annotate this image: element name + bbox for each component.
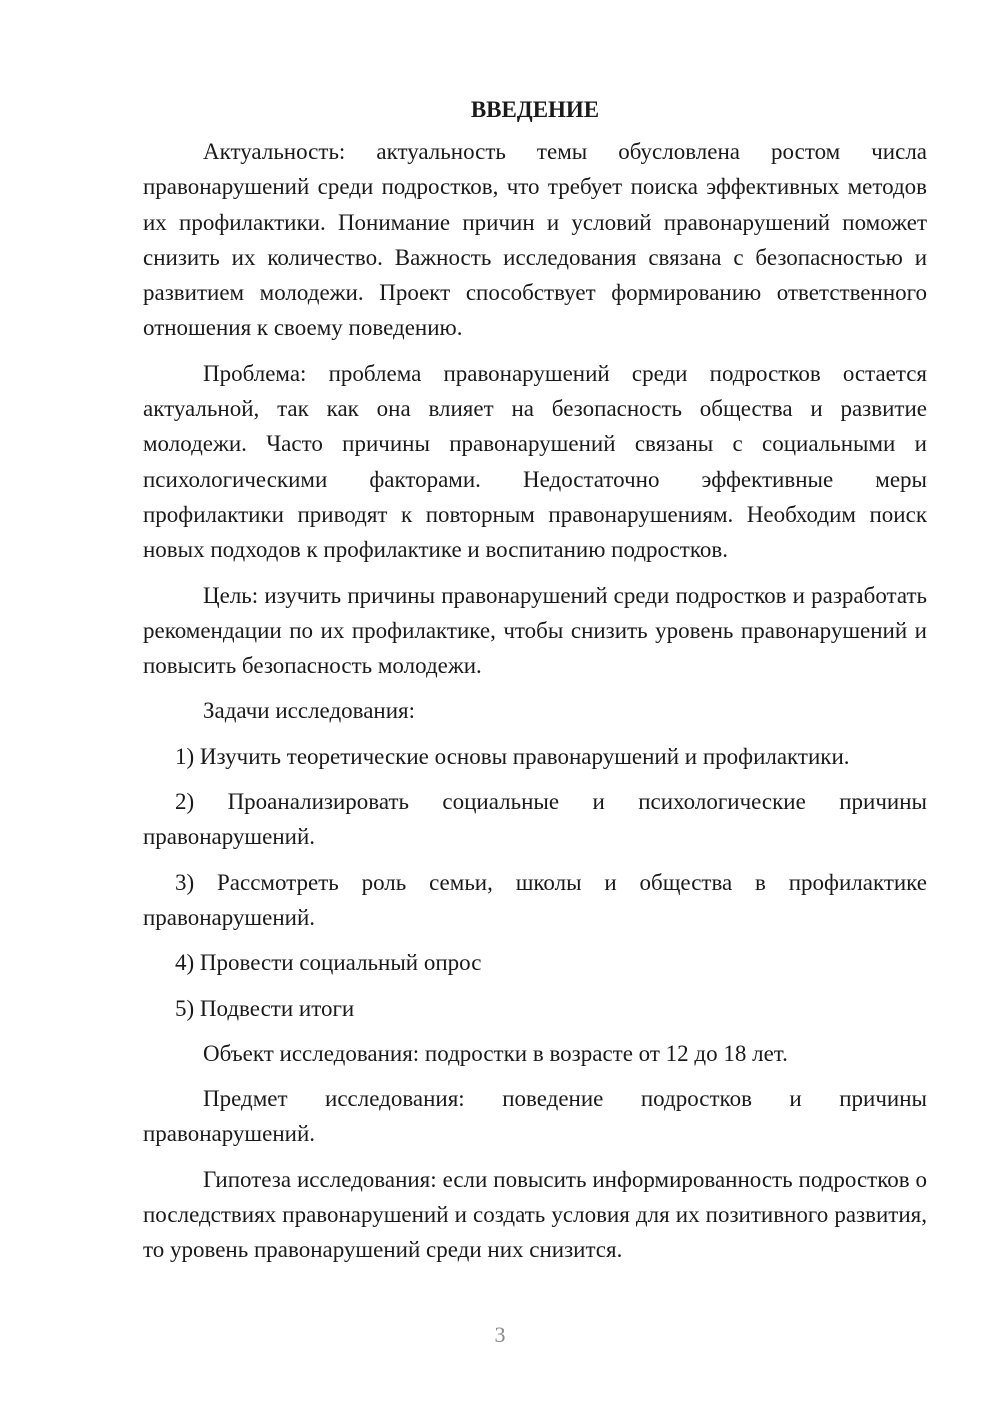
list-item: 3) Рассмотреть роль семьи, школы и общества в профилактике правонарушений. — [143, 869, 927, 930]
paragraph-hypothesis: Гипотеза исследования: если повысить информированность подростков о последствиях правонарушений и создать условия для их позитивного развития, то уровень правонарушений среди них снизится. — [143, 1166, 927, 1263]
tasks-list — [143, 739, 927, 1026]
list-item: 2) Проанализировать социальные и психологические причины правонарушений. — [143, 789, 927, 850]
paragraph-object: Объект исследования: подростки в возрасте от 12 до 18 лет. — [203, 1040, 788, 1066]
page-title: ВВЕДЕНИЕ — [470, 97, 600, 122]
paragraph-subject: Предмет исследования: поведение подростков и причины правонарушений. — [143, 1086, 927, 1147]
document-page — [143, 92, 927, 1278]
paragraph-relevance: Актуальность: актуальность темы обусловлена ростом числа правонарушений среди подростков, что требует поиска эффективных методов их профилактики. Понимание причин и условий правонарушений поможет снизить их количество. Важность исследования связана с безопасностью и развитием молодежи. Проект способствует формированию ответственного отношения к своему поведению. — [143, 139, 927, 341]
paragraph-problem: Проблема: проблема правонарушений среди подростков остается актуальной, так как она влияет на безопасность общества и развитие молодежи. Часто причины правонарушений связаны с социальными и психологическими факторами. Недостаточно эффективные меры профилактики приводят к повторным правонарушениям. Необходим поиск новых подходов к профилактике и воспитанию подростков. — [143, 360, 927, 563]
list-item: 5) Подвести итоги — [175, 995, 355, 1021]
page-number: 3 — [494, 1322, 506, 1347]
tasks-title: Задачи исследования: — [203, 698, 416, 724]
list-item: 4) Провести социальный опрос — [175, 950, 482, 976]
list-item: 1) Изучить теоретические основы правонарушений и профилактики. — [175, 743, 850, 769]
paragraph-goal: Цель: изучить причины правонарушений среди подростков и разработать рекомендации по их профилактике, чтобы снизить уровень правонарушений и повысить безопасность молодежи. — [143, 582, 927, 679]
